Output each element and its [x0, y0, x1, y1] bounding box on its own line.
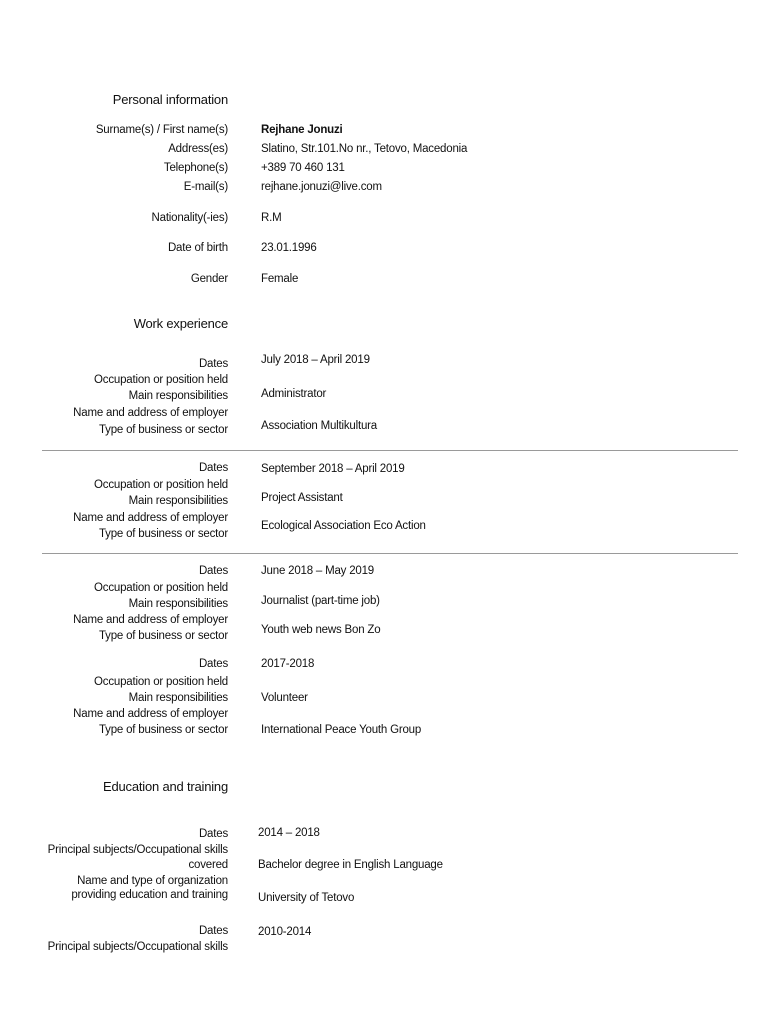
employer-label: Name and address of employer [73, 614, 228, 626]
business-label: Type of business or sector [98, 528, 228, 540]
work-position-value: Volunteer [261, 692, 308, 704]
date-of-birth-label: Date of birth [167, 242, 228, 254]
section-title-work-experience: Work experience [133, 316, 228, 331]
organization-label-line2: providing education and training [71, 889, 228, 901]
work-position-value: Project Assistant [261, 492, 343, 504]
subjects-label-line1: Principal subjects/Occupational skills [47, 941, 228, 953]
responsibilities-label: Main responsibilities [128, 692, 228, 704]
dates-label: Dates [198, 462, 228, 474]
business-label: Type of business or sector [98, 630, 228, 642]
work-employer-value: Ecological Association Eco Action [261, 520, 426, 532]
nationality-label: Nationality(-ies) [151, 212, 228, 224]
education-qualification-value: Bachelor degree in English Language [258, 859, 443, 871]
section-title-education-and-training: Education and training [103, 779, 228, 794]
work-dates-value: June 2018 – May 2019 [261, 565, 375, 577]
education-dates-value: 2014 – 2018 [258, 827, 320, 839]
telephone-label: Telephone(s) [163, 162, 228, 174]
work-position-value: Journalist (part-time job) [261, 595, 380, 607]
education-organization-value: University of Tetovo [258, 892, 355, 904]
work-employer-value: Association Multikultura [261, 420, 378, 432]
responsibilities-label: Main responsibilities [128, 598, 228, 610]
dates-label: Dates [198, 925, 228, 937]
organization-label-line1: Name and type of organization [77, 875, 228, 887]
business-label: Type of business or sector [98, 424, 228, 436]
nationality-value: R.M [261, 212, 282, 224]
divider [42, 450, 738, 451]
business-label: Type of business or sector [98, 724, 228, 736]
email-label: E-mail(s) [183, 181, 228, 193]
education-dates-value: 2010-2014 [258, 926, 312, 938]
employer-label: Name and address of employer [73, 407, 228, 419]
section-title-personal-information: Personal information [112, 92, 228, 107]
work-dates-value: July 2018 – April 2019 [261, 354, 370, 366]
work-employer-value: International Peace Youth Group [261, 724, 422, 736]
responsibilities-label: Main responsibilities [128, 390, 228, 402]
surname-label: Surname(s) / First name(s) [95, 124, 228, 136]
email-value[interactable]: rejhane.jonuzi@live.com [261, 181, 382, 193]
occupation-label: Occupation or position held [94, 676, 228, 688]
dates-label: Dates [198, 358, 228, 370]
employer-label: Name and address of employer [73, 708, 228, 720]
dates-label: Dates [198, 565, 228, 577]
gender-value: Female [261, 273, 299, 285]
telephone-value: +389 70 460 131 [261, 162, 345, 174]
work-dates-value: September 2018 – April 2019 [261, 463, 405, 475]
subjects-label-line2: covered [188, 859, 228, 871]
dates-label: Dates [198, 828, 228, 840]
divider [42, 553, 738, 554]
subjects-label-line1: Principal subjects/Occupational skills [47, 844, 228, 856]
work-employer-value: Youth web news Bon Zo [261, 624, 381, 636]
occupation-label: Occupation or position held [94, 479, 228, 491]
occupation-label: Occupation or position held [94, 374, 228, 386]
dates-label: Dates [198, 658, 228, 670]
address-label: Address(es) [168, 143, 228, 155]
employer-label: Name and address of employer [73, 512, 228, 524]
work-dates-value: 2017-2018 [261, 658, 315, 670]
work-position-value: Administrator [261, 388, 327, 400]
date-of-birth-value: 23.01.1996 [261, 242, 317, 254]
gender-label: Gender [190, 273, 228, 285]
address-value: Slatino, Str.101.No nr., Tetovo, Macedonia [261, 143, 468, 155]
occupation-label: Occupation or position held [94, 582, 228, 594]
responsibilities-label: Main responsibilities [128, 495, 228, 507]
surname-value: Rejhane Jonuzi [261, 124, 343, 136]
